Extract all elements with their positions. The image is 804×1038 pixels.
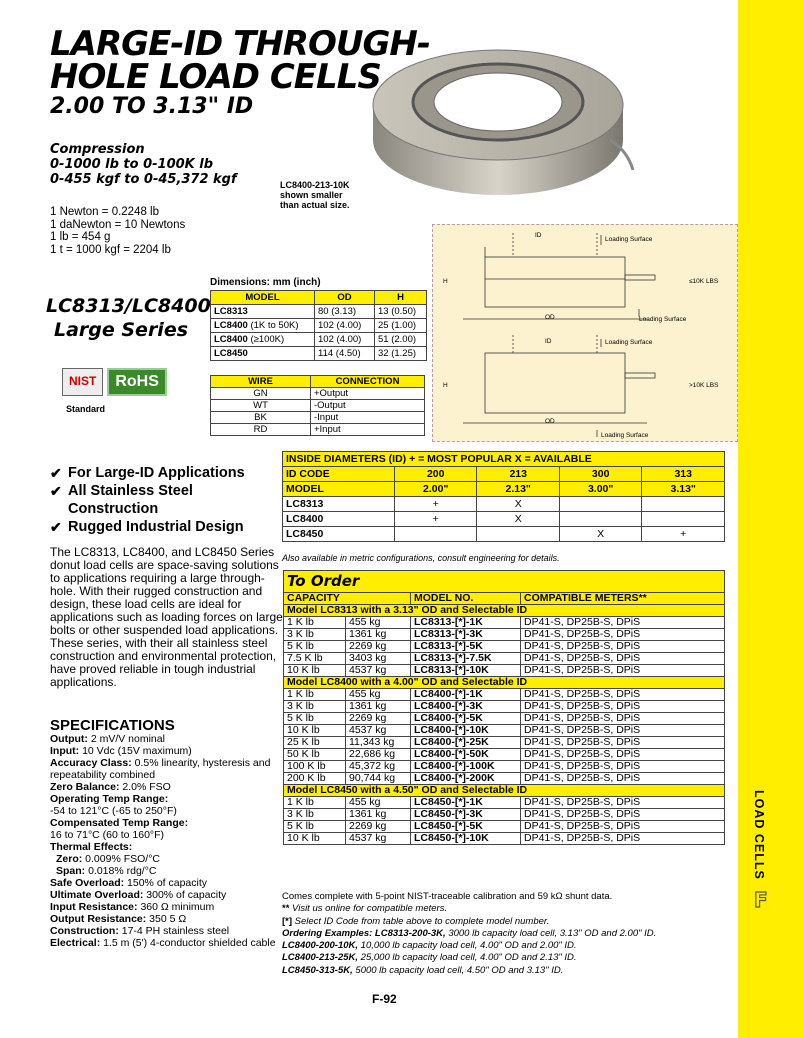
small-capacity-label: ≤10K LBS	[689, 278, 719, 285]
table-row: 10 K lb 4537 kg LC8450-[*]-10K DP41-S, DP25B-S, DPiS	[284, 833, 725, 845]
id-label: ID	[535, 232, 542, 239]
table-row: GN +Output	[211, 388, 425, 400]
checkmark-icon: ✔	[50, 519, 62, 535]
series-name: LC8313/LC8400 Large Series	[46, 295, 211, 341]
list-item: Construction	[68, 501, 159, 517]
section-row: Model LC8450 with a 4.50" OD and Selectable ID	[284, 785, 725, 797]
standard-label: Standard	[66, 404, 106, 414]
table-row: 200 K lb 90,744 kg LC8400-[*]-200K DP41-S, DP25B-S, DPiS	[284, 773, 725, 785]
section-sidebar	[738, 0, 804, 1038]
specifications-heading: SPECIFICATIONS	[50, 717, 175, 734]
table-row: 1 K lb 455 kg LC8313-[*]-1K DP41-S, DP25B-S, DPiS	[284, 617, 725, 629]
load-cell-photo	[365, 30, 635, 200]
rohs-badge: RoHS	[107, 368, 167, 396]
od-label: OD	[545, 314, 555, 321]
table-row: LC8313 80 (3.13) 13 (0.50)	[211, 305, 427, 319]
table-row: LC8450 X +	[283, 527, 725, 542]
order-notes: Comes complete with 5-point NIST-traceable calibration and 59 kΩ shunt data. ** Visit us online for compatible meters. [*] Select ID Code from table above to complete model number. Ordering Examples: LC8313-200-3K, 3000 lb capacity load cell, 3.13" OD and 2.00" ID. LC8400-200-10K, 10,000 lb capacity load cell, 4.00" OD and 2.00" ID. LC8400-213-25K, 25,000 lb capacity load cell, 4.00" OD and 2.13" ID. LC8450-313-5K, 5000 lb capacity load cell, 4.50" OD and 3.13" ID.	[282, 891, 657, 976]
list-item: ✔ All Stainless Steel	[50, 483, 193, 499]
large-capacity-label: >10K LBS	[689, 382, 719, 389]
loading-surface-label: Loading Surface	[605, 236, 653, 243]
table-row: 10 K lb 4537 kg LC8313-[*]-10K DP41-S, DP25B-S, DPiS	[284, 665, 725, 677]
table-row: RD +Input	[211, 424, 425, 436]
wiring-table: WIRE CONNECTION GN +Output WT -Output BK -Input RD +Input	[210, 375, 425, 436]
nist-badge: NIST	[62, 368, 103, 396]
table-row: 5 K lb 2269 kg LC8450-[*]-5K DP41-S, DP25B-S, DPiS	[284, 821, 725, 833]
table-row: 1 K lb 455 kg LC8400-[*]-1K DP41-S, DP25B-S, DPiS	[284, 689, 725, 701]
od-label: OD	[545, 418, 555, 425]
table-row: WT -Output	[211, 400, 425, 412]
section-label: LOAD CELLS	[752, 790, 766, 880]
checkmark-icon: ✔	[50, 483, 62, 499]
table-row: 5 K lb 2269 kg LC8400-[*]-5K DP41-S, DP25B-S, DPiS	[284, 713, 725, 725]
section-letter: F	[754, 888, 768, 912]
table-row: LC8400 + X	[283, 512, 725, 527]
table-row: LC8450 114 (4.50) 32 (1.25)	[211, 347, 427, 361]
metric-note: Also available in metric configurations, consult engineering for details.	[282, 553, 560, 563]
unit-conversions: 1 Newton = 0.2248 lb 1 daNewton = 10 Newtons 1 lb = 454 g 1 t = 1000 kgf = 2204 lb	[50, 206, 186, 256]
photo-caption: LC8400-213-10K shown smaller than actual size.	[280, 180, 350, 210]
dimension-drawing	[432, 224, 738, 442]
page-subtitle: 2.00 TO 3.13" ID	[50, 94, 254, 119]
table-row: 7.5 K lb 3403 kg LC8313-[*]-7.5K DP41-S, DP25B-S, DPiS	[284, 653, 725, 665]
table-row: BK -Input	[211, 412, 425, 424]
table-row: 10 K lb 4537 kg LC8400-[*]-10K DP41-S, DP25B-S, DPiS	[284, 725, 725, 737]
compression-ranges: Compression 0-1000 lb to 0-100K lb 0-455 kgf to 0-45,372 kgf	[50, 142, 237, 187]
list-item: ✔ For Large-ID Applications	[50, 465, 245, 481]
table-row: 50 K lb 22,686 kg LC8400-[*]-50K DP41-S, DP25B-S, DPiS	[284, 749, 725, 761]
page-number: F-92	[372, 992, 397, 1006]
table-row: 5 K lb 2269 kg LC8313-[*]-5K DP41-S, DP25B-S, DPiS	[284, 641, 725, 653]
table-row: 3 K lb 1361 kg LC8313-[*]-3K DP41-S, DP25B-S, DPiS	[284, 629, 725, 641]
table-row: 100 K lb 45,372 kg LC8400-[*]-100K DP41-S, DP25B-S, DPiS	[284, 761, 725, 773]
dimensions-caption: Dimensions: mm (inch)	[210, 277, 321, 288]
height-label: H	[443, 278, 448, 285]
table-row: LC8400 (1K to 50K) 102 (4.00) 25 (1.00)	[211, 319, 427, 333]
title-line-1: LARGE-ID THROUGH-	[50, 24, 430, 64]
table-row: 25 K lb 11,343 kg LC8400-[*]-25K DP41-S, DP25B-S, DPiS	[284, 737, 725, 749]
product-description: The LC8313, LC8400, and LC8450 Series donut load cells are space-saving solutions to applications requiring a large through-hole. With their rugged construction and design, these load cells are ideal for applications such as loading forces on large bolts or other suspended load applications. These series, with their all stainless steel construction and environmental protection, have proved reliable in tough industrial applications.	[50, 545, 283, 689]
title-line-2: HOLE LOAD CELLS	[50, 57, 381, 97]
certification-badges	[62, 368, 167, 396]
section-row: Model LC8313 with a 3.13" OD and Selectable ID	[284, 605, 725, 617]
inside-diameters-table: INSIDE DIAMETERS (ID) + = MOST POPULAR X = AVAILABLE ID CODE 200 213 300 313 MODEL 2.00" 2.13" 3.00" 3.13" LC8313 + X LC8400 + X LC8450 X +	[282, 451, 725, 542]
dimensions-table: MODEL OD H LC8313 80 (3.13) 13 (0.50) LC8400 (1K to 50K) 102 (4.00) 25 (1.00) LC8400 (≥100K) 102 (4.00) 51 (2.00) LC8450 114 (4.50) 32 (1.25)	[210, 290, 427, 361]
section-row: Model LC8400 with a 4.00" OD and Selectable ID	[284, 677, 725, 689]
feature-list	[50, 464, 245, 536]
table-row: 3 K lb 1361 kg LC8450-[*]-3K DP41-S, DP25B-S, DPiS	[284, 809, 725, 821]
drawing-svg	[433, 225, 739, 443]
height-label: H	[443, 382, 448, 389]
checkmark-icon: ✔	[50, 465, 62, 481]
loading-surface-label: Loading Surface	[605, 339, 653, 346]
list-item: ✔ Rugged Industrial Design	[50, 519, 244, 535]
table-row: 3 K lb 1361 kg LC8400-[*]-3K DP41-S, DP25B-S, DPiS	[284, 701, 725, 713]
table-row: LC8313 + X	[283, 497, 725, 512]
loading-surface-label: Loading Surface	[639, 316, 687, 323]
table-row: 1 K lb 455 kg LC8450-[*]-1K DP41-S, DP25B-S, DPiS	[284, 797, 725, 809]
order-title: To Order	[284, 571, 725, 593]
id-label: ID	[545, 338, 552, 345]
loading-surface-label: Loading Surface	[601, 432, 649, 439]
specifications-list: Output: 2 mV/V nominal Input: 10 Vdc (15V maximum) Accuracy Class: 0.5% linearity, hysteresis and repeatability combined Zero Balance: 2.0% FSO Operating Temp Range: -54 to 121°C (-65 to 250°F) Compensated Temp Range: 16 to 71°C (60 to 160°F) Thermal Effects: Zero: 0.009% FSO/°C Span: 0.018% rdg/°C Safe Overload: 150% of capacity Ultimate Overload: 300% of capacity Input Resistance: 360 Ω minimum Output Resistance: 350 5 Ω Construction: 17-4 PH stainless steel Electrical: 1.5 m (5') 4-conductor shielded cable	[50, 733, 276, 949]
table-row: LC8400 (≥100K) 102 (4.00) 51 (2.00)	[211, 333, 427, 347]
order-table: To Order CAPACITY MODEL NO. COMPATIBLE METERS** Model LC8313 with a 3.13" OD and Selectable ID 1 K lb 455 kg LC8313-[*]-1K DP41-S, DP25B-S, DPiS 3 K lb 1361 kg LC8313-[*]-3K DP41-S, DP25B-S, DPiS 5 K lb 2269 kg LC8313-[*]-5K DP41-S, DP25B-S, DPiS 7.5 K lb 3403 kg LC8313-[*]-7.5K DP41-S, DP25B-S, DPiS 10 K lb 4537 kg LC8313-[*]-10K DP41-S, DP25B-S, DPiS Model LC8400 with a 4.00" OD and Selectable ID 1 K lb 455 kg LC8400-[*]-1K DP41-S, DP25B-S, DPiS 3 K lb 1361 kg LC8400-[*]-3K DP41-S, DP25B-S, DPiS 5 K lb 2269 kg LC8400-[*]-5K DP41-S, DP25B-S, DPiS 10 K lb 4537 kg LC8400-[*]-10K DP41-S, DP25B-S, DPiS 25 K lb 11,343 kg LC8400-[*]-25K DP41-S, DP25B-S, DPiS 50 K lb 22,686 kg LC8400-[*]-50K DP41-S, DP25B-S, DPiS 100 K lb 45,372 kg LC8400-[*]-100K DP41-S, DP25B-S, DPiS 200 K lb 90,744 kg LC8400-[*]-200K DP41-S, DP25B-S, DPiS Model LC8450 with a 4.50" OD and Selectable ID 1 K lb 455 kg LC8450-[*]-1K DP41-S, DP25B-S, DPiS 3 K lb 1361 kg LC8450-[*]-3K DP41-S, DP25B-S, DPiS 5 K lb 2269 kg LC8450-[*]-5K DP41-S, DP25B-S, DPiS 10 K lb 4537 kg LC8450-[*]-10K DP41-S, DP25B-S, DPiS	[283, 570, 725, 845]
